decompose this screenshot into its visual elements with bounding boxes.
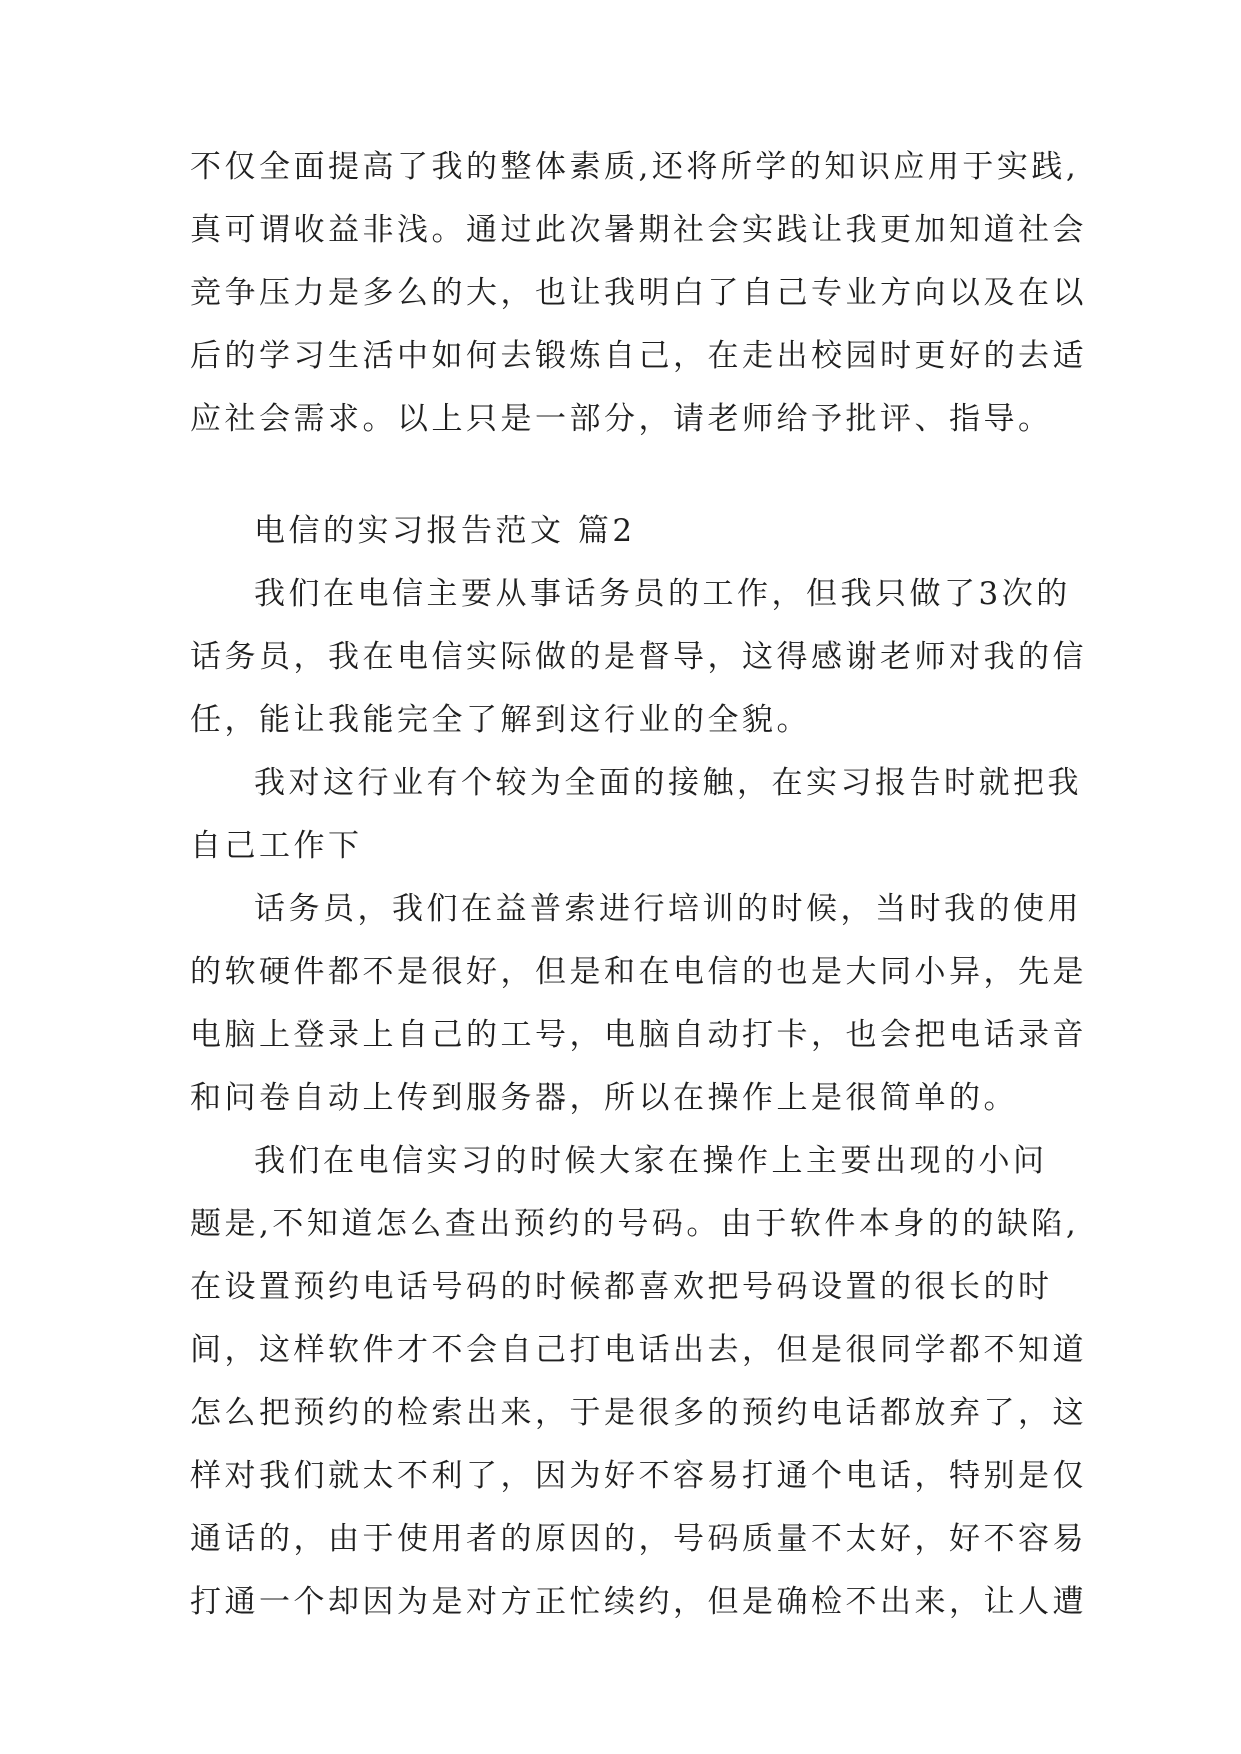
text-line: 自己工作下 [190, 828, 363, 864]
text-line: 我对这行业有个较为全面的接触，在实习报告时就把我 [254, 765, 1082, 801]
text-line: 任，能让我能完全了解到这行业的全貌。 [190, 702, 811, 738]
section-title: 电信的实习报告范文 篇2 [254, 513, 636, 549]
text-line: 怎么把预约的检索出来，于是很多的预约电话都放弃了，这 [190, 1395, 1087, 1431]
text-line: 间，这样软件才不会自己打电话出去，但是很同学都不知道 [190, 1332, 1087, 1368]
text-line: 和问卷自动上传到服务器，所以在操作上是很简单的。 [190, 1080, 1018, 1116]
text-line: 真可谓收益非浅。通过此次暑期社会实践让我更加知道社会 [190, 212, 1087, 248]
paragraph-block-1 [190, 136, 1087, 451]
section-heading [190, 500, 1070, 563]
text-line: 在设置预约电话号码的时候都喜欢把号码设置的很长的时 [190, 1269, 1053, 1305]
text-line: 我们在电信实习的时候大家在操作上主要出现的小问 [254, 1143, 1048, 1179]
text-line: 不仅全面提高了我的整体素质,还将所学的知识应用于实践, [190, 149, 1080, 185]
text-line: 后的学习生活中如何去锻炼自己，在走出校园时更好的去适 [190, 338, 1087, 374]
text-line: 竞争压力是多么的大，也让我明白了自己专业方向以及在以 [190, 275, 1087, 311]
text-line: 题是,不知道怎么查出预约的号码。由于软件本身的的缺陷, [190, 1206, 1080, 1242]
paragraph-block-2 [190, 563, 1087, 1634]
text-line: 电脑上登录上自己的工号，电脑自动打卡，也会把电话录音 [190, 1017, 1087, 1053]
text-line: 话务员，我在电信实际做的是督导，这得感谢老师对我的信 [190, 639, 1087, 675]
text-line: 我们在电信主要从事话务员的工作，但我只做了3次的 [254, 576, 1071, 612]
text-line: 话务员，我们在益普索进行培训的时候，当时我的使用 [254, 891, 1082, 927]
text-line: 的软硬件都不是很好，但是和在电信的也是大同小异，先是 [190, 954, 1087, 990]
text-line: 通话的，由于使用者的原因的，号码质量不太好，好不容易 [190, 1521, 1087, 1557]
text-line: 打通一个却因为是对方正忙续约，但是确检不出来，让人遭 [190, 1584, 1087, 1620]
text-line: 应社会需求。以上只是一部分，请老师给予批评、指导。 [190, 401, 1053, 437]
text-line: 样对我们就太不利了，因为好不容易打通个电话，特别是仅 [190, 1458, 1087, 1494]
